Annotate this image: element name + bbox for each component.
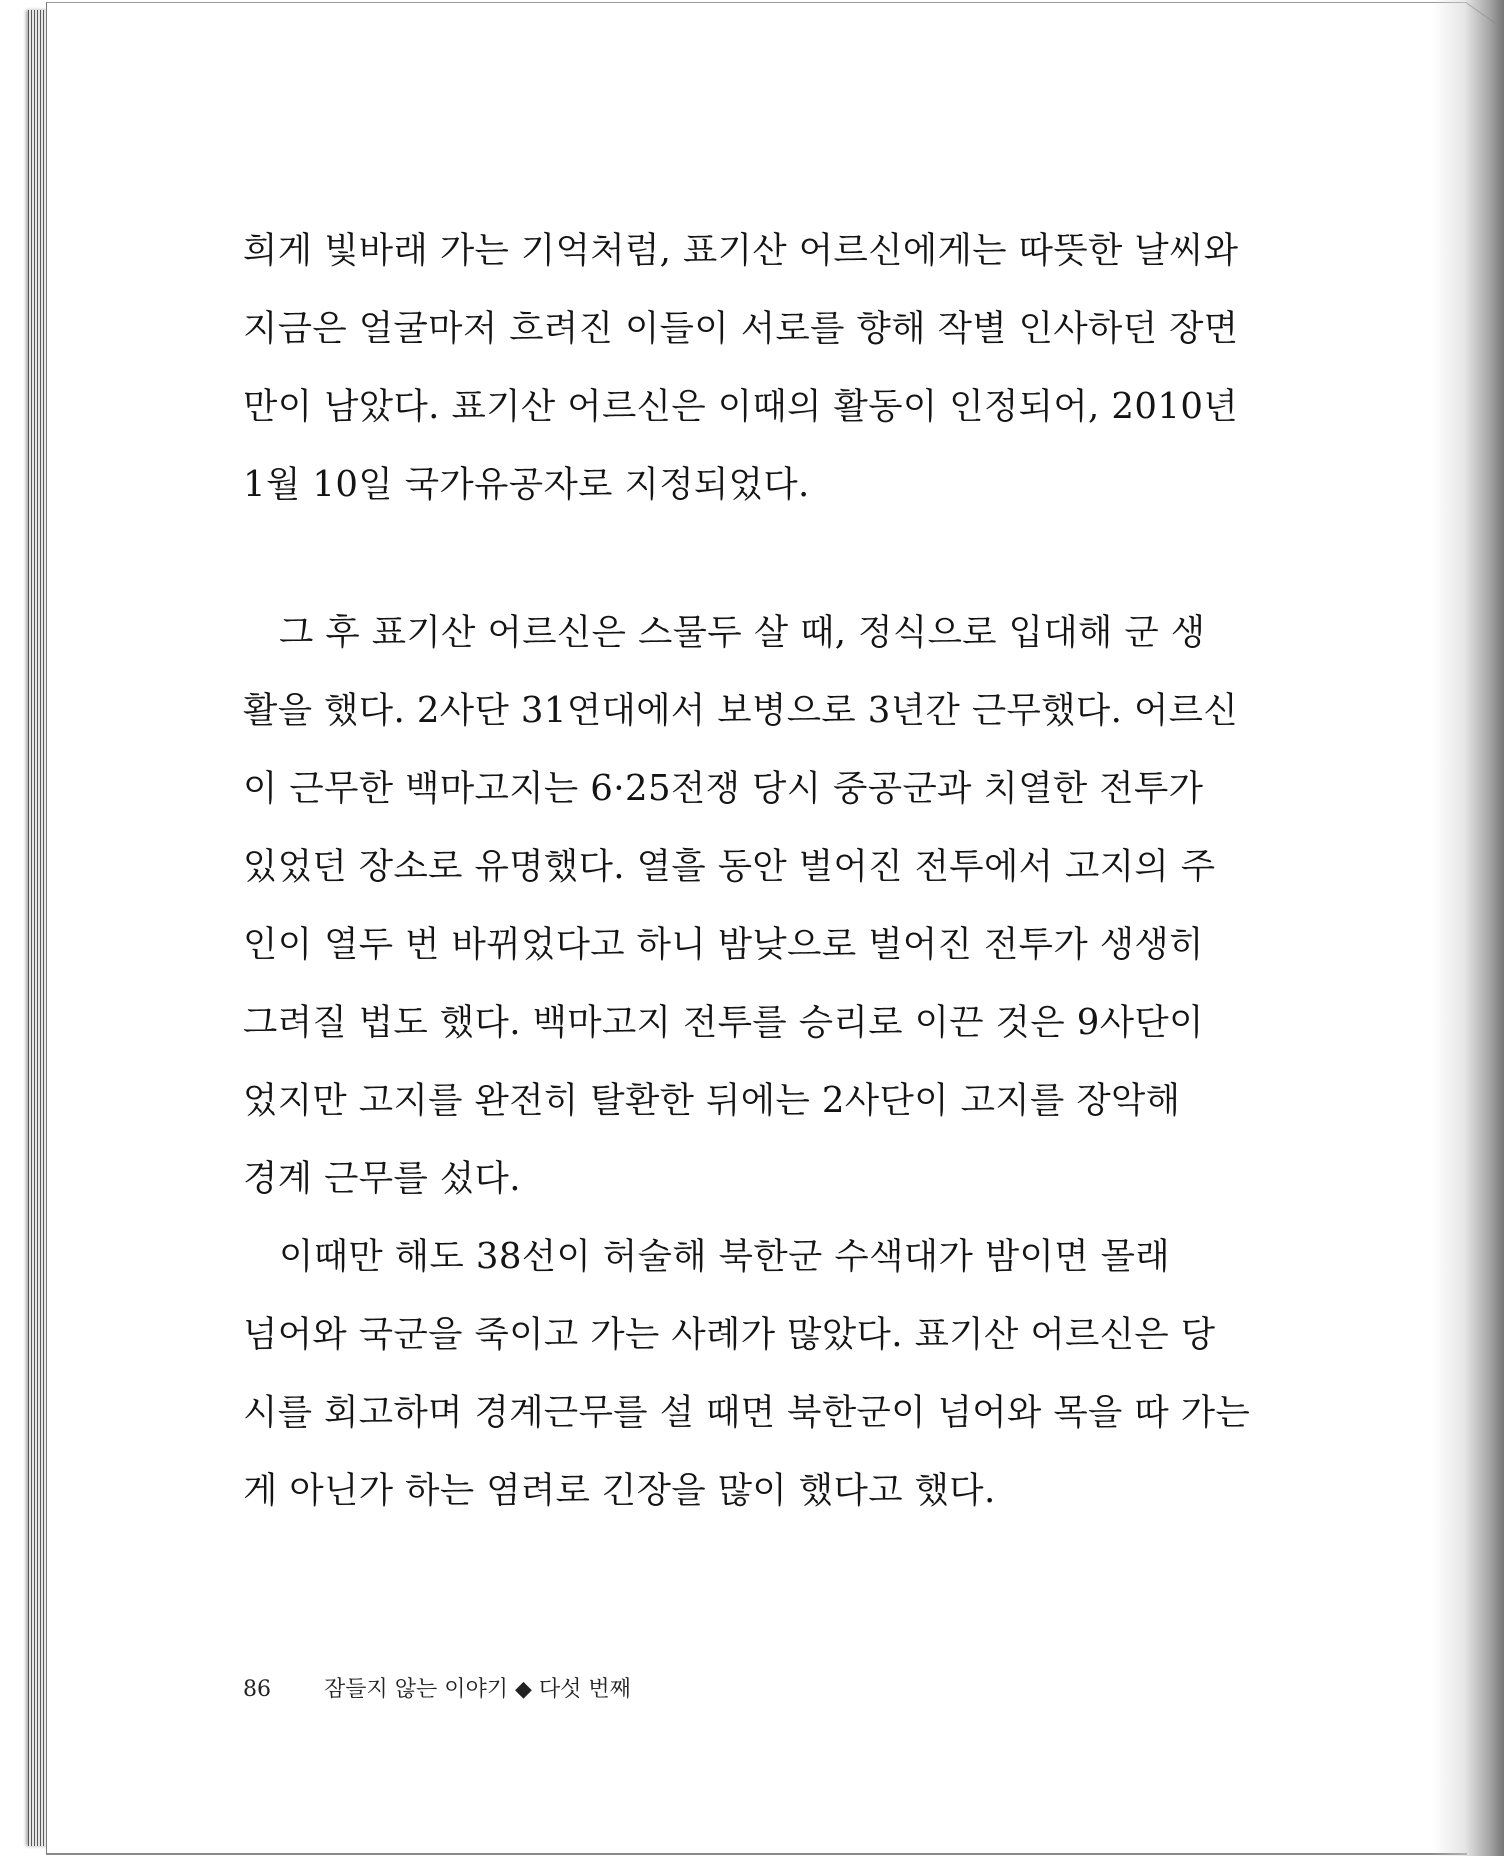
text-line: 만이 남았다. 표기산 어르신은 이때의 활동이 인정되어, 2010년 bbox=[243, 386, 1239, 427]
page-number: 86 bbox=[243, 1677, 271, 1702]
text-line: 이 근무한 백마고지는 6·25전쟁 당시 중공군과 치열한 전투가 bbox=[243, 768, 1204, 809]
text-line: 그 후 표기산 어르신은 스물두 살 때, 정식으로 입대해 군 생 bbox=[279, 612, 1206, 653]
text-line: 그려질 법도 했다. 백마고지 전투를 승리로 이끈 것은 9사단이 bbox=[243, 1002, 1204, 1043]
text-line: 이때만 해도 38선이 허술해 북한군 수색대가 밤이면 몰래 bbox=[279, 1236, 1171, 1277]
text-line: 1월 10일 국가유공자로 지정되었다. bbox=[243, 464, 810, 505]
text-line: 시를 회고하며 경계근무를 설 때면 북한군이 넘어와 목을 따 가는 bbox=[243, 1392, 1251, 1433]
text-line: 게 아닌가 하는 염려로 긴장을 많이 했다고 했다. bbox=[243, 1470, 996, 1511]
text-line: 활을 했다. 2사단 31연대에서 보병으로 3년간 근무했다. 어르신 bbox=[243, 690, 1239, 731]
text-line: 있었던 장소로 유명했다. 열흘 동안 벌어진 전투에서 고지의 주 bbox=[243, 846, 1216, 887]
text-line: 인이 열두 번 바뀌었다고 하니 밤낮으로 벌어진 전투가 생생히 bbox=[243, 924, 1204, 965]
spine-shadow bbox=[1432, 0, 1504, 1856]
page-footer bbox=[243, 1672, 631, 1703]
text-line: 경계 근무를 섰다. bbox=[243, 1158, 521, 1199]
text-line: 넘어와 국군을 죽이고 가는 사례가 많았다. 표기산 어르신은 당 bbox=[243, 1314, 1216, 1355]
text-line: 희게 빛바래 가는 기억처럼, 표기산 어르신에게는 따뜻한 날씨와 bbox=[243, 230, 1239, 271]
text-line: 지금은 얼굴마저 흐려진 이들이 서로를 향해 작별 인사하던 장면 bbox=[243, 308, 1239, 349]
text-line: 었지만 고지를 완전히 탈환한 뒤에는 2사단이 고지를 장악해 bbox=[243, 1080, 1181, 1121]
running-title: 잠들지 않는 이야기 ◆ 다섯 번째 bbox=[324, 1677, 631, 1702]
